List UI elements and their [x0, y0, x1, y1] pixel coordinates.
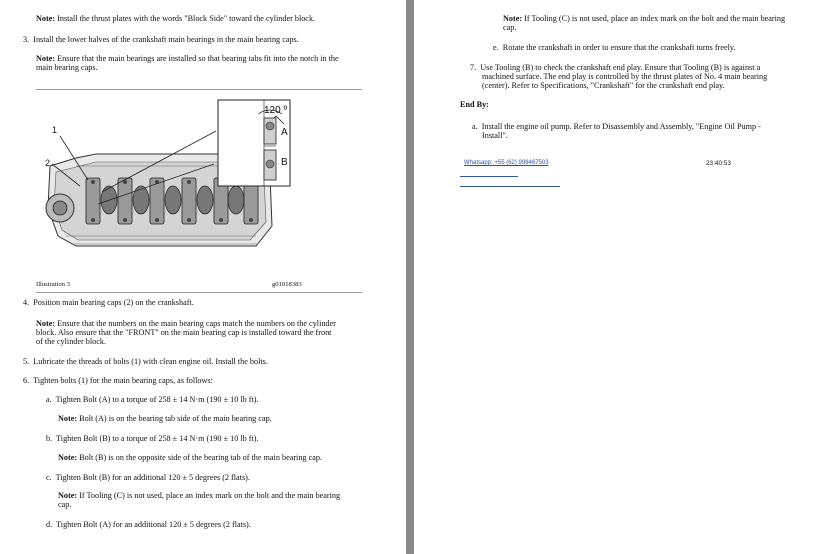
callout-2: 2: [45, 158, 51, 168]
footer-link-line-1: [460, 176, 518, 177]
note-tooling-c-right-2: cap.: [503, 23, 517, 32]
footer-link-line-2: [460, 186, 560, 187]
note-cap-numbers: Note: Ensure that the numbers on the main bearing caps match the numbers on the cylinder: [36, 319, 336, 328]
substep-b: b. Tighten Bolt (B) to a torque of 258 ± 14 N·m (190 ± 10 lb ft).: [46, 434, 259, 443]
illustration-id: g01018383: [272, 281, 302, 288]
angle-label: 120 º: [264, 105, 288, 116]
step-5: 5. Lubricate the threads of bolts (1) with clean engine oil. Install the bolts.: [23, 357, 268, 366]
note-cap-numbers-3: of the cylinder block.: [36, 337, 107, 346]
crankshaft-illustration: [36, 96, 356, 266]
note-tooling-c-right: Note: If Tooling (C) is not used, place an index mark on the bolt and the main bearing: [503, 14, 786, 23]
step-3: 3. Install the lower halves of the crankshaft main bearings in the main bearing caps.: [23, 35, 299, 44]
left-page: [0, 0, 406, 554]
page-gutter: [406, 0, 414, 554]
note-main-bearings-cont: main bearing caps.: [36, 63, 98, 72]
substep-a: a. Tighten Bolt (A) to a torque of 258 ± 14 N·m (190 ± 10 lb ft).: [46, 395, 259, 404]
illustration-caption: Illustration 3: [36, 281, 70, 288]
substep-c: c. Tighten Bolt (B) for an additional 120 ± 5 degrees (2 flats).: [46, 473, 250, 482]
substep-d: d. Tighten Bolt (A) for an additional 120 ± 5 degrees (2 flats).: [46, 520, 251, 529]
note-main-bearings: Note: Ensure that the main bearings are installed so that bearing tabs fit into the notch in the: [36, 54, 339, 63]
figure-top-rule: [36, 89, 362, 90]
footer-time: 23:40:53: [706, 160, 731, 167]
note-bolt-b: Note: Bolt (B) is on the opposite side of the bearing tab of the main bearing cap.: [58, 453, 322, 462]
note-thrust-plates: Note: Install the thrust plates with the words "Block Side" toward the cylinder block.: [36, 14, 316, 23]
figure-bottom-rule: [36, 292, 362, 293]
inset-label-a: A: [281, 127, 288, 138]
note-tooling-c: Note: If Tooling (C) is not used, place an index mark on the bolt and the main bearing: [58, 491, 341, 500]
whatsapp-contact-link[interactable]: Whatsapp: +55 (62) 998467503: [464, 160, 549, 166]
step-7: 7. Use Tooling (B) to check the crankshaft end play. Ensure that Tooling (B) is against a: [470, 63, 761, 72]
step-7-line2: machined surface. The end play is controlled by the thrust plates of No. 4 main bearing: [482, 72, 768, 81]
callout-1: 1: [52, 125, 58, 135]
step-6: 6. Tighten bolts (1) for the main bearing caps, as follows:: [23, 376, 213, 385]
step-7-line3: (center). Refer to Specifications, "Crankshaft" for the crankshaft end play.: [482, 81, 725, 90]
end-by-heading: End By:: [460, 100, 489, 109]
end-by-step-a-2: Install".: [482, 131, 508, 140]
inset-label-b: B: [281, 157, 288, 168]
substep-e: e. Rotate the crankshaft in order to ensure that the crankshaft turns freely.: [493, 43, 736, 52]
note-tooling-c-2: cap.: [58, 500, 72, 509]
step-4: 4. Position main bearing caps (2) on the crankshaft.: [23, 298, 194, 307]
note-cap-numbers-2: block. Also ensure that the "FRONT" on the main bearing cap is installed toward the front: [36, 328, 332, 337]
right-page: [414, 0, 827, 554]
end-by-step-a: a. Install the engine oil pump. Refer to Disassembly and Assembly, "Engine Oil Pump -: [472, 122, 761, 131]
note-bolt-a: Note: Bolt (A) is on the bearing tab side of the main bearing cap.: [58, 414, 272, 423]
